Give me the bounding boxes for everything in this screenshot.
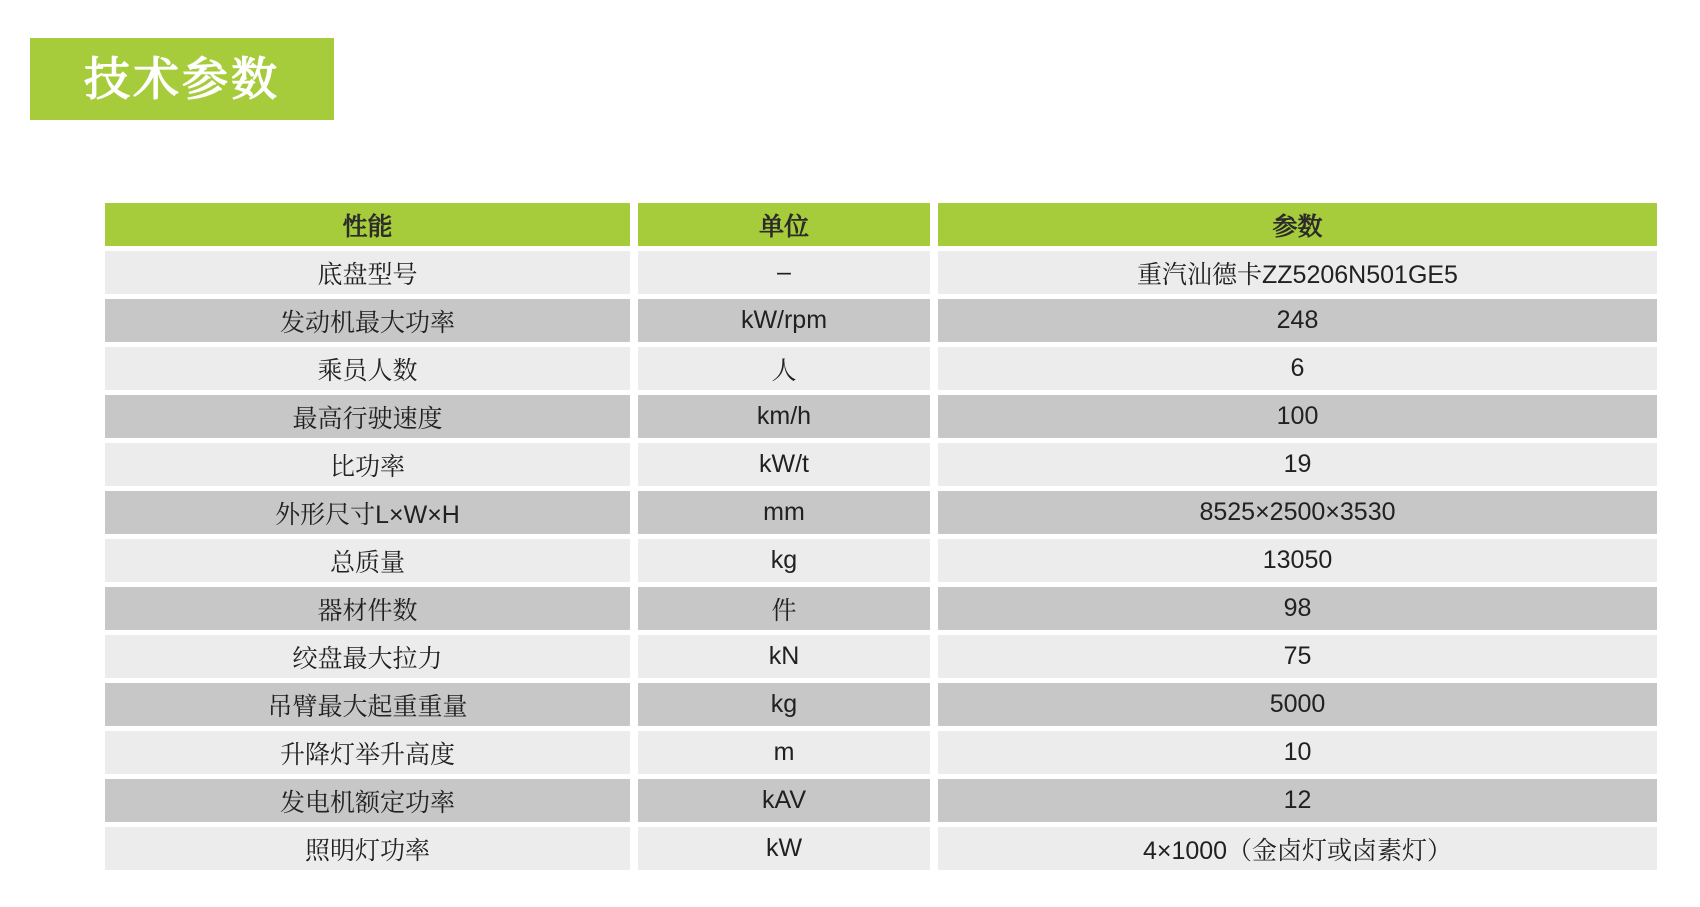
table-row	[105, 347, 1657, 390]
cell-value: 248	[938, 299, 1657, 342]
cell-value: 4×1000（金卤灯或卤素灯）	[938, 827, 1657, 870]
table-row	[105, 539, 1657, 582]
cell-unit: kAV	[638, 779, 930, 822]
table-header-row	[105, 203, 1657, 246]
table-row	[105, 827, 1657, 870]
cell-property: 外形尺寸L×W×H	[105, 491, 630, 534]
cell-unit: kg	[638, 683, 930, 726]
cell-unit: –	[638, 251, 930, 294]
page-title: 技术参数	[84, 53, 280, 105]
table-row	[105, 731, 1657, 774]
cell-property: 底盘型号	[105, 251, 630, 294]
column-header-unit: 单位	[638, 203, 930, 246]
cell-property: 吊臂最大起重重量	[105, 683, 630, 726]
cell-value: 75	[938, 635, 1657, 678]
cell-property: 乘员人数	[105, 347, 630, 390]
cell-value: 98	[938, 587, 1657, 630]
cell-unit: kW/rpm	[638, 299, 930, 342]
cell-value: 12	[938, 779, 1657, 822]
cell-property: 最高行驶速度	[105, 395, 630, 438]
cell-property: 发电机额定功率	[105, 779, 630, 822]
cell-property: 升降灯举升高度	[105, 731, 630, 774]
table-row	[105, 491, 1657, 534]
column-header-value: 参数	[938, 203, 1657, 246]
cell-value: 5000	[938, 683, 1657, 726]
cell-value: 100	[938, 395, 1657, 438]
cell-value: 13050	[938, 539, 1657, 582]
cell-property: 绞盘最大拉力	[105, 635, 630, 678]
cell-property: 照明灯功率	[105, 827, 630, 870]
cell-unit: kW	[638, 827, 930, 870]
table-row	[105, 587, 1657, 630]
cell-unit: km/h	[638, 395, 930, 438]
cell-property: 发动机最大功率	[105, 299, 630, 342]
table-row	[105, 443, 1657, 486]
cell-unit: 人	[638, 347, 930, 390]
cell-property: 总质量	[105, 539, 630, 582]
cell-value: 8525×2500×3530	[938, 491, 1657, 534]
spec-table	[105, 203, 1657, 870]
table-row	[105, 299, 1657, 342]
cell-value: 10	[938, 731, 1657, 774]
cell-unit: kW/t	[638, 443, 930, 486]
cell-value: 6	[938, 347, 1657, 390]
table-row	[105, 635, 1657, 678]
cell-unit: m	[638, 731, 930, 774]
column-header-property: 性能	[105, 203, 630, 246]
table-row	[105, 251, 1657, 294]
cell-value: 重汽汕德卡ZZ5206N501GE5	[938, 251, 1657, 294]
cell-unit: mm	[638, 491, 930, 534]
cell-unit: kg	[638, 539, 930, 582]
cell-property: 器材件数	[105, 587, 630, 630]
cell-value: 19	[938, 443, 1657, 486]
cell-property: 比功率	[105, 443, 630, 486]
table-row	[105, 683, 1657, 726]
page-title-badge	[30, 38, 334, 120]
table-row	[105, 779, 1657, 822]
table-row	[105, 395, 1657, 438]
cell-unit: 件	[638, 587, 930, 630]
cell-unit: kN	[638, 635, 930, 678]
